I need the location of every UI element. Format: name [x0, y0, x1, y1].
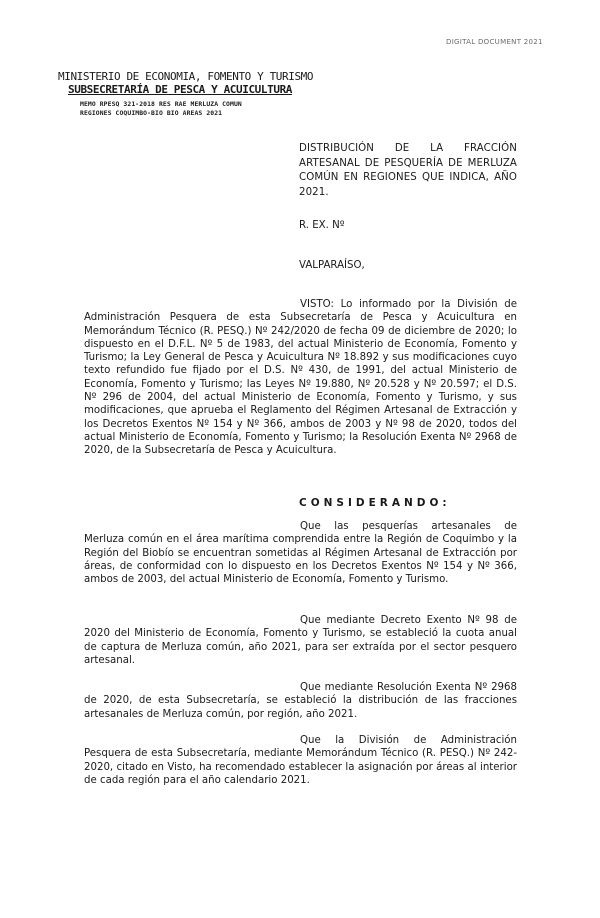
considerando-paragraph-4: [84, 734, 517, 787]
memo-line-2: REGIONES COQUIMBO-BIO BIO AREAS 2021: [80, 109, 223, 117]
considerando-text: Que las pesquerías artesanales de Merluza común en el área marítima comprendida entre la Región de Coquimbo y la Región del Biobío se encuentran sometidas al Régimen Artesanal de Extracción por áreas, de conformidad con lo dispuesto en los Decretos Exentos Nº 154 y Nº 366, ambos de 2003, del actual Ministerio de Economía, Fomento y Turismo.: [84, 521, 517, 586]
memo-reference: [80, 100, 313, 118]
considerando-paragraph-3: [84, 681, 517, 721]
visto-text: VISTO: Lo informado por la División de Administración Pesquera de esta Subsecretaría de Pesca y Acuicultura en Memorándum Técnico (R. PESQ.) Nº 242/2020 de fecha 09 de diciembre de 2020; lo dispuesto en el D.F.L. Nº 5 de 1983, del actual Ministerio de Economía, Fomento y Turismo; la Ley General de Pesca y Acuicultura Nº 18.892 y sus modificaciones cuyo texto refundido fue fijado por el D.S. Nº 430, de 1991, del actual Ministerio de Economía, Fomento y Turismo; las Leyes Nº 19.880, Nº 20.528 y Nº 20.597; el D.S. Nº 296 de 2004, del actual Ministerio de Economía, Fomento y Turismo, y sus modificaciones, que aprueba el Reglamento del Régimen Artesanal de Extracción y los Decretos Exentos Nº 154 y Nº 366, ambos de 2003 y Nº 98 de 2020, todos del actual Ministerio de Economía, Fomento y Turismo; la Resolución Exenta Nº 2968 de 2020, de la Subsecretaría de Pesca y Acuicultura.: [84, 299, 517, 457]
considerando-paragraph-2: [84, 614, 517, 667]
considerando-text: Que mediante Resolución Exenta Nº 2968 de 2020, de esta Subsecretaría, se estableció la distribución de las fracciones artesanales de Merluza común, por región, año 2021.: [84, 682, 517, 720]
city-date-line: VALPARAÍSO,: [299, 260, 365, 271]
subsecretaria-name: SUBSECRETARÍA DE PESCA Y ACUICULTURA: [68, 83, 293, 96]
considerando-heading: CONSIDERANDO:: [299, 497, 451, 509]
letterhead: [58, 70, 313, 118]
resolution-number-label: R. EX. Nº: [299, 220, 345, 231]
considerando-paragraph-1: [84, 520, 517, 586]
ministry-name: MINISTERIO DE ECONOMIA, FOMENTO Y TURISMO: [58, 70, 314, 83]
considerando-text: Que mediante Decreto Exento Nº 98 de 2020 del Ministerio de Economía, Fomento y Turismo, se estableció la cuota anual de captura de Merluza común, año 2021, para ser extraída por el sector pesquero artesanal.: [84, 615, 517, 666]
considerando-text: Que la División de Administración Pesquera de esta Subsecretaría, mediante Memorándum Técnico (R. PESQ.) Nº 242-2020, citado en Visto, ha recomendado establecer la asignación por áreas al interior de cada región para el año calendario 2021.: [84, 735, 517, 786]
document-stamp: DIGITAL DOCUMENT 2021: [446, 38, 543, 46]
visto-paragraph: [84, 298, 517, 458]
memo-line-1: MEMO RPESQ 321-2018 RES RAE MERLUZA COMUN: [80, 100, 242, 108]
resolution-title: DISTRIBUCIÓN DE LA FRACCIÓN ARTESANAL DE PESQUERÍA DE MERLUZA COMÚN EN REGIONES QUE INDICA, AÑO 2021.: [299, 143, 517, 198]
